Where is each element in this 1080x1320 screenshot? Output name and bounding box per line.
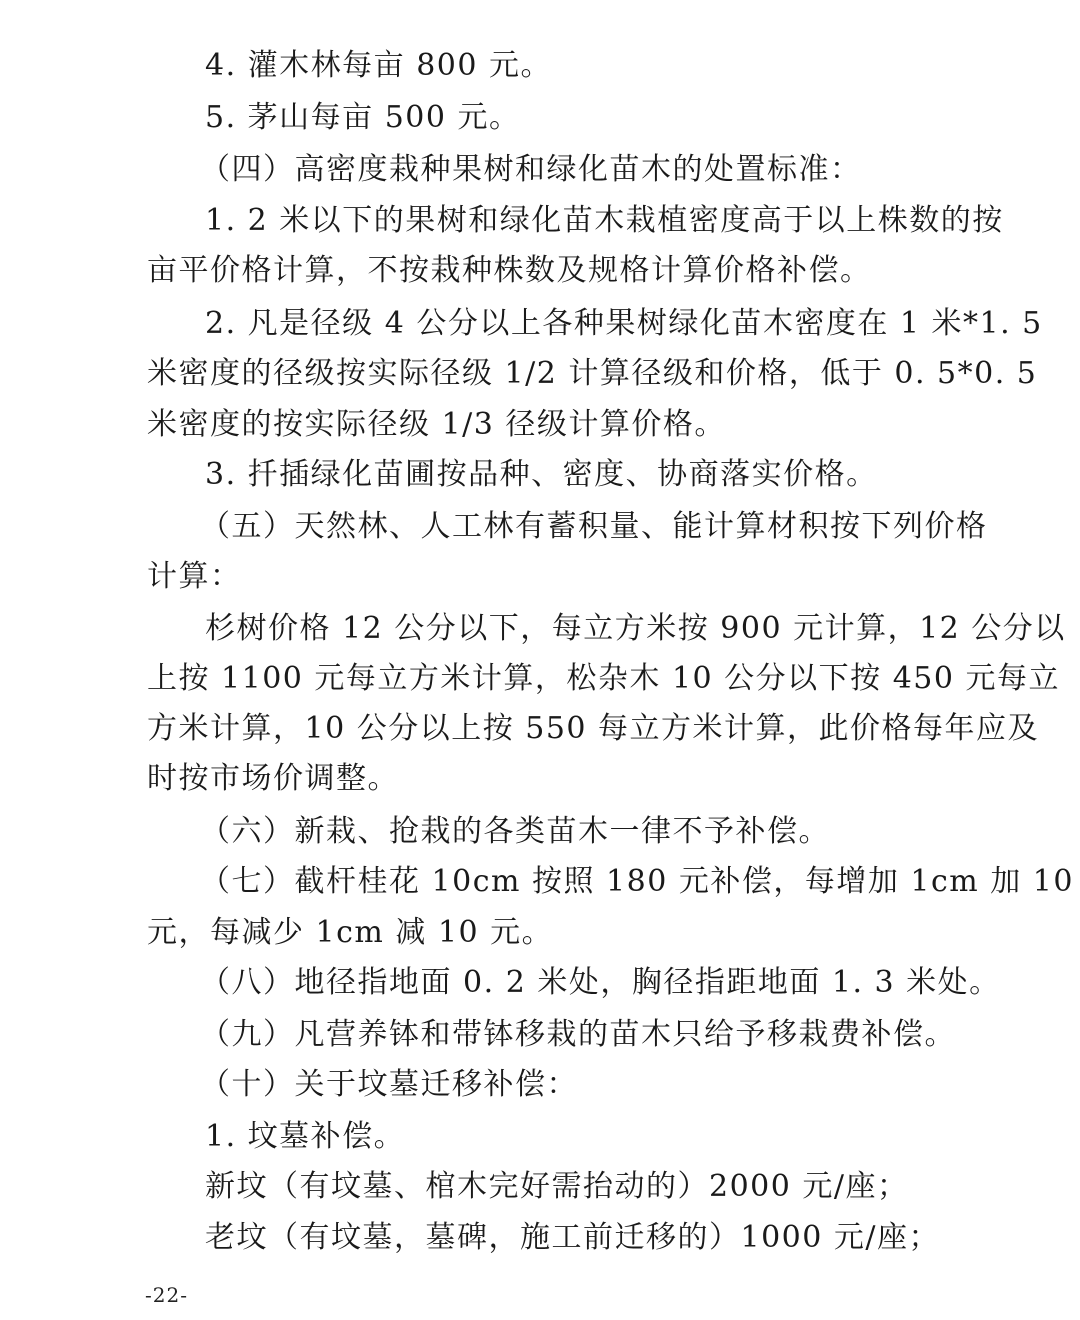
section-heading-ten: （十）关于坟墓迁移补偿： bbox=[200, 1067, 578, 1102]
section-heading-six: （六）新栽、抢栽的各类苗木一律不予补偿。 bbox=[200, 814, 830, 849]
section-heading-five-cont: 计算： bbox=[147, 559, 242, 594]
text-line-item-3: 3. 扦插绿化苗圃按品种、密度、协商落实价格。 bbox=[205, 457, 878, 492]
text-line-fir-price-cont-1: 上按 1100 元每立方米计算，松杂木 10 公分以下按 450 元每立 bbox=[147, 661, 1060, 696]
text-line-fir-price-cont-3: 时按市场价调整。 bbox=[147, 761, 399, 796]
text-line-item-1-cont: 亩平价格计算，不按栽种株数及规格计算价格补偿。 bbox=[147, 253, 872, 288]
text-line-item-2: 2. 凡是径级 4 公分以上各种果树绿化苗木密度在 1 米*1. 5 bbox=[205, 306, 1043, 341]
section-heading-seven: （七）截杆桂花 10cm 按照 180 元补偿，每增加 1cm 加 10 bbox=[200, 864, 1074, 899]
text-line-new-grave: 新坟（有坟墓、棺木完好需抬动的）2000 元/座； bbox=[205, 1169, 909, 1204]
text-line-thatch-hill: 5. 茅山每亩 500 元。 bbox=[205, 100, 521, 135]
text-line-fir-price: 杉树价格 12 公分以下，每立方米按 900 元计算，12 公分以 bbox=[205, 611, 1066, 646]
text-line-grave-compensation: 1. 坟墓补偿。 bbox=[205, 1119, 406, 1154]
text-line-fir-price-cont-2: 方米计算，10 公分以上按 550 每立方米计算，此价格每年应及 bbox=[147, 711, 1040, 746]
page-number: -22- bbox=[145, 1283, 188, 1307]
text-line-item-2-cont-1: 米密度的径级按实际径级 1/2 计算径级和价格，低于 0. 5*0. 5 bbox=[147, 356, 1038, 391]
section-heading-seven-cont: 元，每减少 1cm 减 10 元。 bbox=[147, 915, 554, 950]
section-heading-five: （五）天然林、人工林有蓄积量、能计算材积按下列价格 bbox=[200, 509, 988, 544]
text-line-shrubland: 4. 灌木林每亩 800 元。 bbox=[205, 48, 552, 83]
section-heading-eight: （八）地径指地面 0. 2 米处，胸径指距地面 1. 3 米处。 bbox=[200, 965, 1001, 1000]
text-line-item-1: 1. 2 米以下的果树和绿化苗木栽植密度高于以上株数的按 bbox=[205, 203, 1004, 238]
text-line-item-2-cont-2: 米密度的按实际径级 1/3 径级计算价格。 bbox=[147, 407, 726, 442]
section-heading-nine: （九）凡营养钵和带钵移栽的苗木只给予移栽费补偿。 bbox=[200, 1017, 956, 1052]
text-line-old-grave: 老坟（有坟墓，墓碑，施工前迁移的）1000 元/座； bbox=[205, 1220, 940, 1255]
section-heading-four: （四）高密度栽种果树和绿化苗木的处置标准： bbox=[200, 152, 862, 187]
